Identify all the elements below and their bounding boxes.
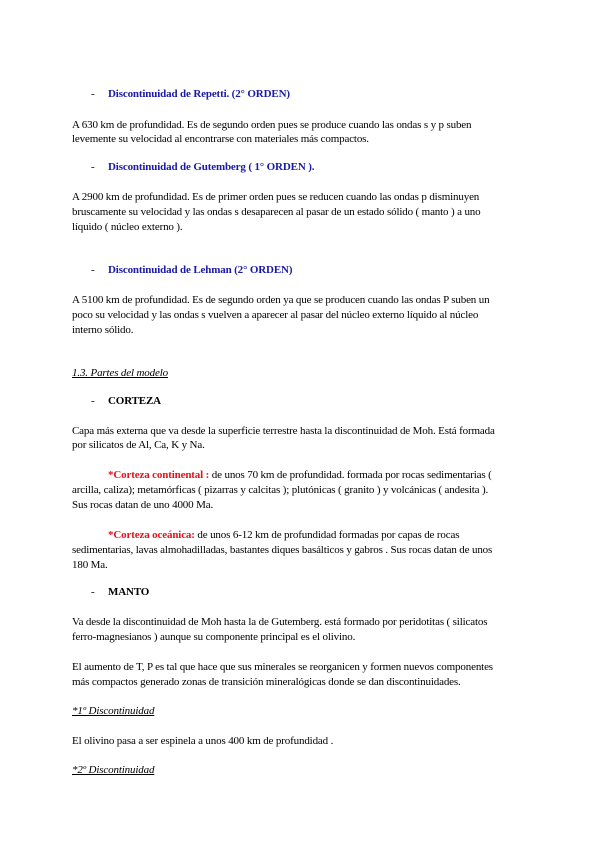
paragraph-repetti-line: A 630 km de profundidad. Es de segundo orden pues se produce cuando las ondas s y p suben (72, 119, 472, 131)
paragraph-olivino: El olivino pasa a ser espinela a unos 400 km de profundidad . (72, 735, 334, 747)
bullet-dash: - (91, 264, 95, 276)
label-corteza-oceanica: *Corteza oceánica: (108, 529, 195, 541)
paragraph-lehman-line: A 5100 km de profundidad. Es de segundo orden ya que se producen cuando las ondas P suben un (72, 294, 490, 306)
paragraph-oceanica-first (108, 528, 459, 542)
paragraph-continental-line: arcilla, caliza); metamórficas ( pizarras y calcitas ); plutónicas ( granito ) y volcánicas ( andesita ). (72, 484, 489, 496)
paragraph-aumento-line: El aumento de T, P es tal que hace que sus minerales se reorganicen y formen nuevos componentes (72, 661, 493, 673)
heading-corteza: CORTEZA (108, 395, 161, 407)
section-2-discontinuidad: *2º Discontinuidad (72, 764, 155, 776)
paragraph-corteza-line: por silicatos de Al, Ca, K y Na. (72, 439, 205, 451)
continental-first-text: de unos 70 km de profundidad. formada por rocas sedimentarias ( (209, 469, 492, 481)
bullet-dash: - (91, 586, 95, 598)
paragraph-corteza-line: Capa más externa que va desde la superficie terrestre hasta la discontinuidad de Moh. Está formada (72, 425, 495, 437)
heading-gutemberg: Discontinuidad de Gutemberg ( 1° ORDEN ). (108, 161, 315, 173)
bullet-dash: - (91, 161, 95, 173)
paragraph-continental-first (108, 468, 492, 482)
oceanica-first-text: de unos 6-12 km de profundidad formadas por capas de rocas (194, 529, 460, 541)
heading-repetti: Discontinuidad de Repetti. (2° ORDEN) (108, 88, 290, 100)
paragraph-continental-line: Sus rocas datan de uno 4000 Ma. (72, 499, 214, 511)
section-partes-del-modelo: 1.3. Partes del modelo (72, 367, 168, 379)
heading-manto: MANTO (108, 586, 150, 598)
section-1-discontinuidad: *1º Discontinuidad (72, 705, 155, 717)
bullet-dash: - (91, 395, 95, 407)
paragraph-manto-line: Va desde la discontinuidad de Moh hasta la de Gutemberg. está formado por peridotitas ( silicatos (72, 616, 488, 628)
paragraph-aumento-line: más compactos generado zonas de transición mineralógicas donde se dan discontinuidades. (72, 676, 461, 688)
paragraph-gutemberg-line: A 2900 km de profundidad. Es de primer orden pues se reducen cuando las ondas p disminuyen (72, 191, 480, 203)
paragraph-oceanica-line: 180 Ma. (72, 559, 108, 571)
label-corteza-continental: *Corteza continental : (108, 469, 210, 481)
paragraph-manto-line: ferro-magnesianos ) aunque su componente principal es el olivino. (72, 631, 356, 643)
paragraph-lehman-line: poco su velocidad y las ondas s vuelven a aparecer al pasar del núcleo externo líquido al núcleo (72, 309, 479, 321)
paragraph-oceanica-line: sedimentarias, lavas almohadilladas, bastantes diques basálticos y gabros . Sus rocas datan de unos (72, 544, 493, 556)
paragraph-gutemberg-line: bruscamente su velocidad y las ondas s desaparecen al pasar de un estado sólido ( manto ) a uno (72, 206, 481, 218)
heading-lehman: Discontinuidad de Lehman (2° ORDEN) (108, 264, 293, 276)
paragraph-lehman-line: interno sólido. (72, 324, 134, 336)
paragraph-repetti-line: levemente su velocidad al encontrarse con materiales más compactos. (72, 133, 369, 145)
bullet-dash: - (91, 88, 95, 100)
paragraph-gutemberg-line: líquido ( núcleo externo ). (72, 221, 183, 233)
